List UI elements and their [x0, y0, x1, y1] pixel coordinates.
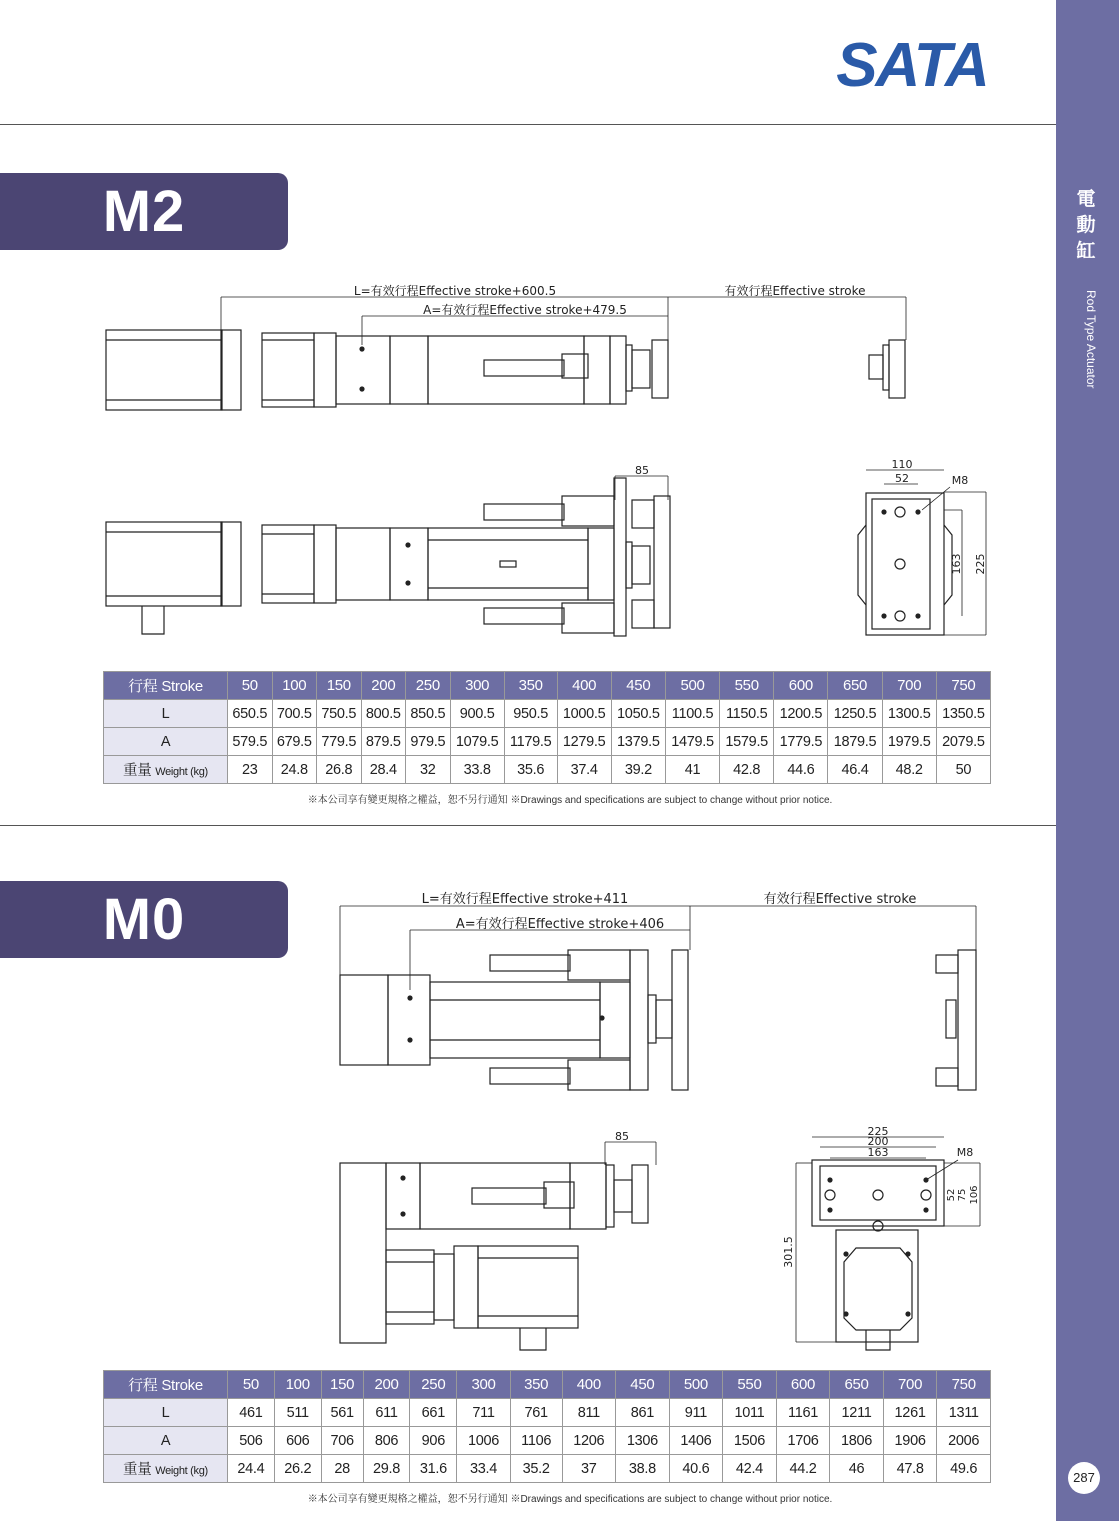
category-english: Rod Type Actuator [1084, 290, 1098, 389]
cell: 900.5 [450, 700, 504, 728]
cell: 761 [510, 1399, 562, 1427]
cell: 879.5 [361, 728, 406, 756]
m0-dim-225: 225 [867, 1125, 889, 1138]
stroke-header: 行程 Stroke [104, 672, 228, 700]
cell: 28 [321, 1455, 363, 1483]
cell: 24.8 [272, 756, 317, 784]
cell: 550 [723, 1371, 777, 1399]
cell: 250 [410, 1371, 457, 1399]
cell: 1279.5 [557, 728, 611, 756]
cell: 32 [406, 756, 451, 784]
cell: 350 [510, 1371, 562, 1399]
cell: 1211 [830, 1399, 884, 1427]
weight-label-en: Weight (kg) [155, 766, 208, 778]
cell: 1179.5 [504, 728, 557, 756]
cell: 35.6 [504, 756, 557, 784]
cell: 250 [406, 672, 451, 700]
cell: 700 [882, 672, 936, 700]
m2-dim-52: 52 [895, 472, 909, 485]
m2-dim-stroke: 有效行程Effective stroke [724, 284, 866, 298]
cell: 1261 [883, 1399, 937, 1427]
cell: 1579.5 [720, 728, 774, 756]
cell: 1161 [776, 1399, 830, 1427]
table-row [104, 1399, 991, 1427]
page-number: 287 [1068, 1462, 1100, 1494]
cell: 28.4 [361, 756, 406, 784]
cell: 461 [228, 1399, 275, 1427]
row-header [104, 1455, 228, 1483]
cell: 26.2 [274, 1455, 321, 1483]
cell: 42.8 [720, 756, 774, 784]
m0-dim-52: 52 [946, 1188, 957, 1202]
cell: 1979.5 [882, 728, 936, 756]
cell: 1206 [562, 1427, 616, 1455]
cell: 1906 [883, 1427, 937, 1455]
cell: 1150.5 [720, 700, 774, 728]
cell: 506 [228, 1427, 275, 1455]
m2-dim-225: 225 [974, 553, 987, 575]
cell: 700.5 [272, 700, 317, 728]
cell: 906 [410, 1427, 457, 1455]
cell: 1006 [457, 1427, 511, 1455]
cell: 579.5 [228, 728, 273, 756]
cell: 40.6 [669, 1455, 723, 1483]
table-row [104, 1455, 991, 1483]
cell: 750 [937, 1371, 991, 1399]
cell: 48.2 [882, 756, 936, 784]
cell: 750 [936, 672, 990, 700]
cell: 100 [272, 672, 317, 700]
cell: 39.2 [611, 756, 665, 784]
cell: 46 [830, 1455, 884, 1483]
cell: 1106 [510, 1427, 562, 1455]
cell: 24.4 [228, 1455, 275, 1483]
cell: 1100.5 [665, 700, 719, 728]
cell: 2079.5 [936, 728, 990, 756]
cell: 44.6 [774, 756, 828, 784]
cell: 150 [321, 1371, 363, 1399]
cell: 679.5 [272, 728, 317, 756]
cell: 561 [321, 1399, 363, 1427]
m0-dim-200: 200 [867, 1135, 889, 1148]
row-header: L [104, 700, 228, 728]
cell: 750.5 [317, 700, 362, 728]
cell: 711 [457, 1399, 511, 1427]
cell: 42.4 [723, 1455, 777, 1483]
m0-dim-L: L=有效行程Effective stroke+411 [421, 892, 629, 907]
weight-label-en: Weight (kg) [155, 1465, 208, 1477]
cell: 606 [274, 1427, 321, 1455]
cell: 511 [274, 1399, 321, 1427]
m2-dim-L: L=有效行程Effective stroke+600.5 [353, 284, 557, 298]
cell: 950.5 [504, 700, 557, 728]
m0-dim-85: 85 [615, 1130, 629, 1143]
cell: 500 [665, 672, 719, 700]
m0-spec-table [103, 1370, 991, 1483]
cell: 1379.5 [611, 728, 665, 756]
cell: 33.4 [457, 1455, 511, 1483]
cell: 35.2 [510, 1455, 562, 1483]
cell: 700 [883, 1371, 937, 1399]
cell: 23 [228, 756, 273, 784]
cell: 300 [450, 672, 504, 700]
cell: 1479.5 [665, 728, 719, 756]
cell: 41 [665, 756, 719, 784]
cell: 44.2 [776, 1455, 830, 1483]
cell: 100 [274, 1371, 321, 1399]
m2-dim-110: 110 [891, 458, 913, 471]
cell: 29.8 [363, 1455, 410, 1483]
cell: 450 [611, 672, 665, 700]
cell: 1200.5 [774, 700, 828, 728]
cell: 1000.5 [557, 700, 611, 728]
m0-dim-m8: M8 [956, 1146, 974, 1159]
m0-dim-301-5: 301.5 [782, 1236, 795, 1268]
cell: 1506 [723, 1427, 777, 1455]
table-row [104, 1427, 991, 1455]
cell: 661 [410, 1399, 457, 1427]
cell: 1406 [669, 1427, 723, 1455]
cell: 1011 [723, 1399, 777, 1427]
cell: 350 [504, 672, 557, 700]
cell: 611 [363, 1399, 410, 1427]
cell: 50 [228, 1371, 275, 1399]
cell: 850.5 [406, 700, 451, 728]
table-row [104, 1371, 991, 1399]
disclaimer-note: ※本公司享有變更規格之權益，恕不另行通知 ※Drawings and specifications are subject to change without prior notice. [307, 795, 833, 806]
cell: 600 [776, 1371, 830, 1399]
cell: 1306 [616, 1427, 670, 1455]
cell: 37.4 [557, 756, 611, 784]
stroke-header: 行程 Stroke [104, 1371, 228, 1399]
cell: 550 [720, 672, 774, 700]
disclaimer-note: ※本公司享有變更規格之權益，恕不另行通知 ※Drawings and specifications are subject to change without prior notice. [307, 1494, 833, 1505]
cell: 37 [562, 1455, 616, 1483]
row-header: L [104, 1399, 228, 1427]
m0-dim-106: 106 [969, 1185, 980, 1205]
cell: 650.5 [228, 700, 273, 728]
cell: 1050.5 [611, 700, 665, 728]
cell: 1879.5 [828, 728, 882, 756]
category-chinese: 電動缸 [1076, 188, 1096, 262]
cell: 861 [616, 1399, 670, 1427]
cell: 706 [321, 1427, 363, 1455]
cell: 450 [616, 1371, 670, 1399]
cell: 200 [363, 1371, 410, 1399]
cell: 1250.5 [828, 700, 882, 728]
cell: 650 [828, 672, 882, 700]
m0-dim-A: A=有效行程Effective stroke+406 [455, 917, 665, 932]
cell: 300 [457, 1371, 511, 1399]
m2-dim-A: A=有效行程Effective stroke+479.5 [423, 303, 627, 317]
cell: 46.4 [828, 756, 882, 784]
cell: 26.8 [317, 756, 362, 784]
cell: 779.5 [317, 728, 362, 756]
cell: 650 [830, 1371, 884, 1399]
m0-dim-stroke: 有效行程Effective stroke [763, 892, 917, 907]
m0-dim-75: 75 [957, 1188, 968, 1202]
cell: 811 [562, 1399, 616, 1427]
m0-dim-163: 163 [867, 1146, 889, 1159]
cell: 150 [317, 672, 362, 700]
cell: 806 [363, 1427, 410, 1455]
row-header: A [104, 728, 228, 756]
cell: 2006 [937, 1427, 991, 1455]
cell: 50 [228, 672, 273, 700]
cell: 500 [669, 1371, 723, 1399]
cell: 1311 [937, 1399, 991, 1427]
cell: 400 [562, 1371, 616, 1399]
cell: 49.6 [937, 1455, 991, 1483]
model-title-m2: M2 [0, 173, 288, 250]
cell: 911 [669, 1399, 723, 1427]
cell: 1079.5 [450, 728, 504, 756]
model-title-m0: M0 [0, 881, 288, 958]
cell: 1779.5 [774, 728, 828, 756]
m2-dim-85: 85 [635, 464, 649, 477]
row-header: A [104, 1427, 228, 1455]
cell: 600 [774, 672, 828, 700]
m2-dim-163: 163 [950, 553, 963, 575]
cell: 38.8 [616, 1455, 670, 1483]
cell: 800.5 [361, 700, 406, 728]
cell: 33.8 [450, 756, 504, 784]
cell: 400 [557, 672, 611, 700]
cell: 1350.5 [936, 700, 990, 728]
cell: 1300.5 [882, 700, 936, 728]
cell: 200 [361, 672, 406, 700]
cell: 47.8 [883, 1455, 937, 1483]
weight-label-cn: 重量 [123, 1462, 152, 1478]
cell: 979.5 [406, 728, 451, 756]
cell: 1706 [776, 1427, 830, 1455]
cell: 50 [936, 756, 990, 784]
m2-dim-m8: M8 [951, 474, 969, 487]
weight-label-cn: 重量 [123, 763, 152, 779]
cell: 31.6 [410, 1455, 457, 1483]
cell: 1806 [830, 1427, 884, 1455]
svg-text:SATA: SATA [836, 31, 988, 92]
